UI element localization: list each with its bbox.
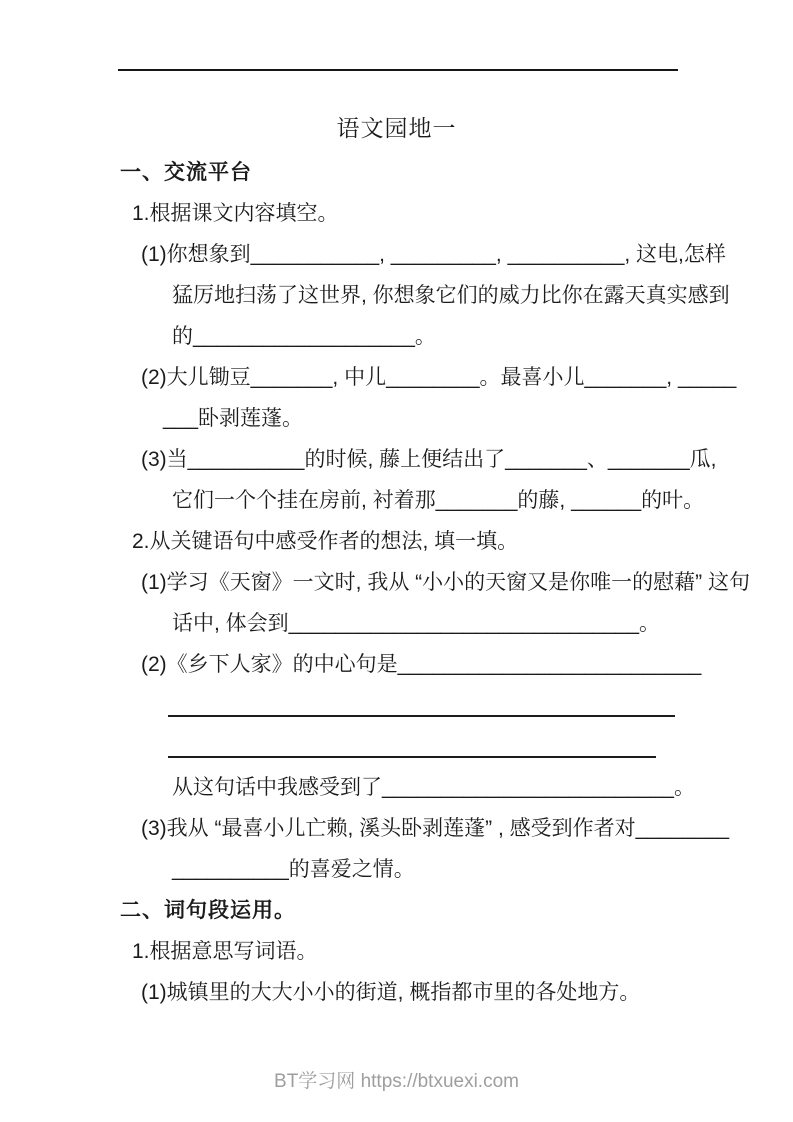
fill-blank-2-2-line-4: 从这句话中我感受到了_________________________。 xyxy=(172,776,695,799)
question-1-prompt: 1.根据课文内容填空。 xyxy=(132,202,339,225)
fill-blank-2-3-line-2: __________的喜爱之情。 xyxy=(172,858,415,881)
question-2-prompt: 2.从关键语句中感受作者的想法, 填一填。 xyxy=(132,530,519,553)
fill-blank-1-1-line-3: 的___________________。 xyxy=(172,325,436,348)
footer-watermark: BT学习网 https://btxuexi.com xyxy=(274,1071,519,1092)
fill-blank-2-1-line-1: (1)学习《天窗》一文时, 我从 “小小的天窗又是你唯一的慰藉” 这句 xyxy=(141,571,750,594)
fill-blank-1-3-line-2: 它们一个个挂在房前, 衬着那_______的藤, ______的叶。 xyxy=(172,489,705,512)
header-rule xyxy=(118,69,678,71)
fill-blank-1-3-line-1: (3)当__________的时候, 藤上便结出了_______、_______瓜, xyxy=(141,448,717,471)
fill-blank-1-2-line-1: (2)大儿锄豆_______, 中儿________。最喜小儿_______, _____ xyxy=(141,366,737,389)
fill-blank-1-1-line-2: 猛厉地扫荡了这世界, 你想象它们的威力比你在露天真实感到 xyxy=(172,284,730,307)
page-title: 语文园地一 xyxy=(336,115,457,141)
answer-line xyxy=(120,685,690,726)
fill-blank-1-2-line-2: ___卧剥莲蓬。 xyxy=(163,407,304,430)
fill-blank-2-3-line-1: (3)我从 “最喜小儿亡赖, 溪头卧剥莲蓬” , 感受到作者对________ xyxy=(141,817,730,840)
worksheet-body xyxy=(120,152,750,1013)
section-heading-2: 二、词句段运用。 xyxy=(120,899,296,922)
question-3-prompt: 1.根据意思写词语。 xyxy=(132,940,318,963)
answer-line xyxy=(120,726,690,767)
fill-blank-2-2-line-1: (2)《乡下人家》的中心句是__________________________ xyxy=(141,653,702,676)
definition-1-line: (1)城镇里的大大小小的街道, 概指都市里的各处地方。 xyxy=(141,981,641,1004)
fill-blank-2-1-line-2: 话中, 体会到______________________________。 xyxy=(172,612,661,635)
section-heading-1: 一、交流平台 xyxy=(120,161,252,184)
fill-blank-1-1-line-1: (1)你想象到___________, _________, __________, 这电,怎样 xyxy=(141,243,726,266)
